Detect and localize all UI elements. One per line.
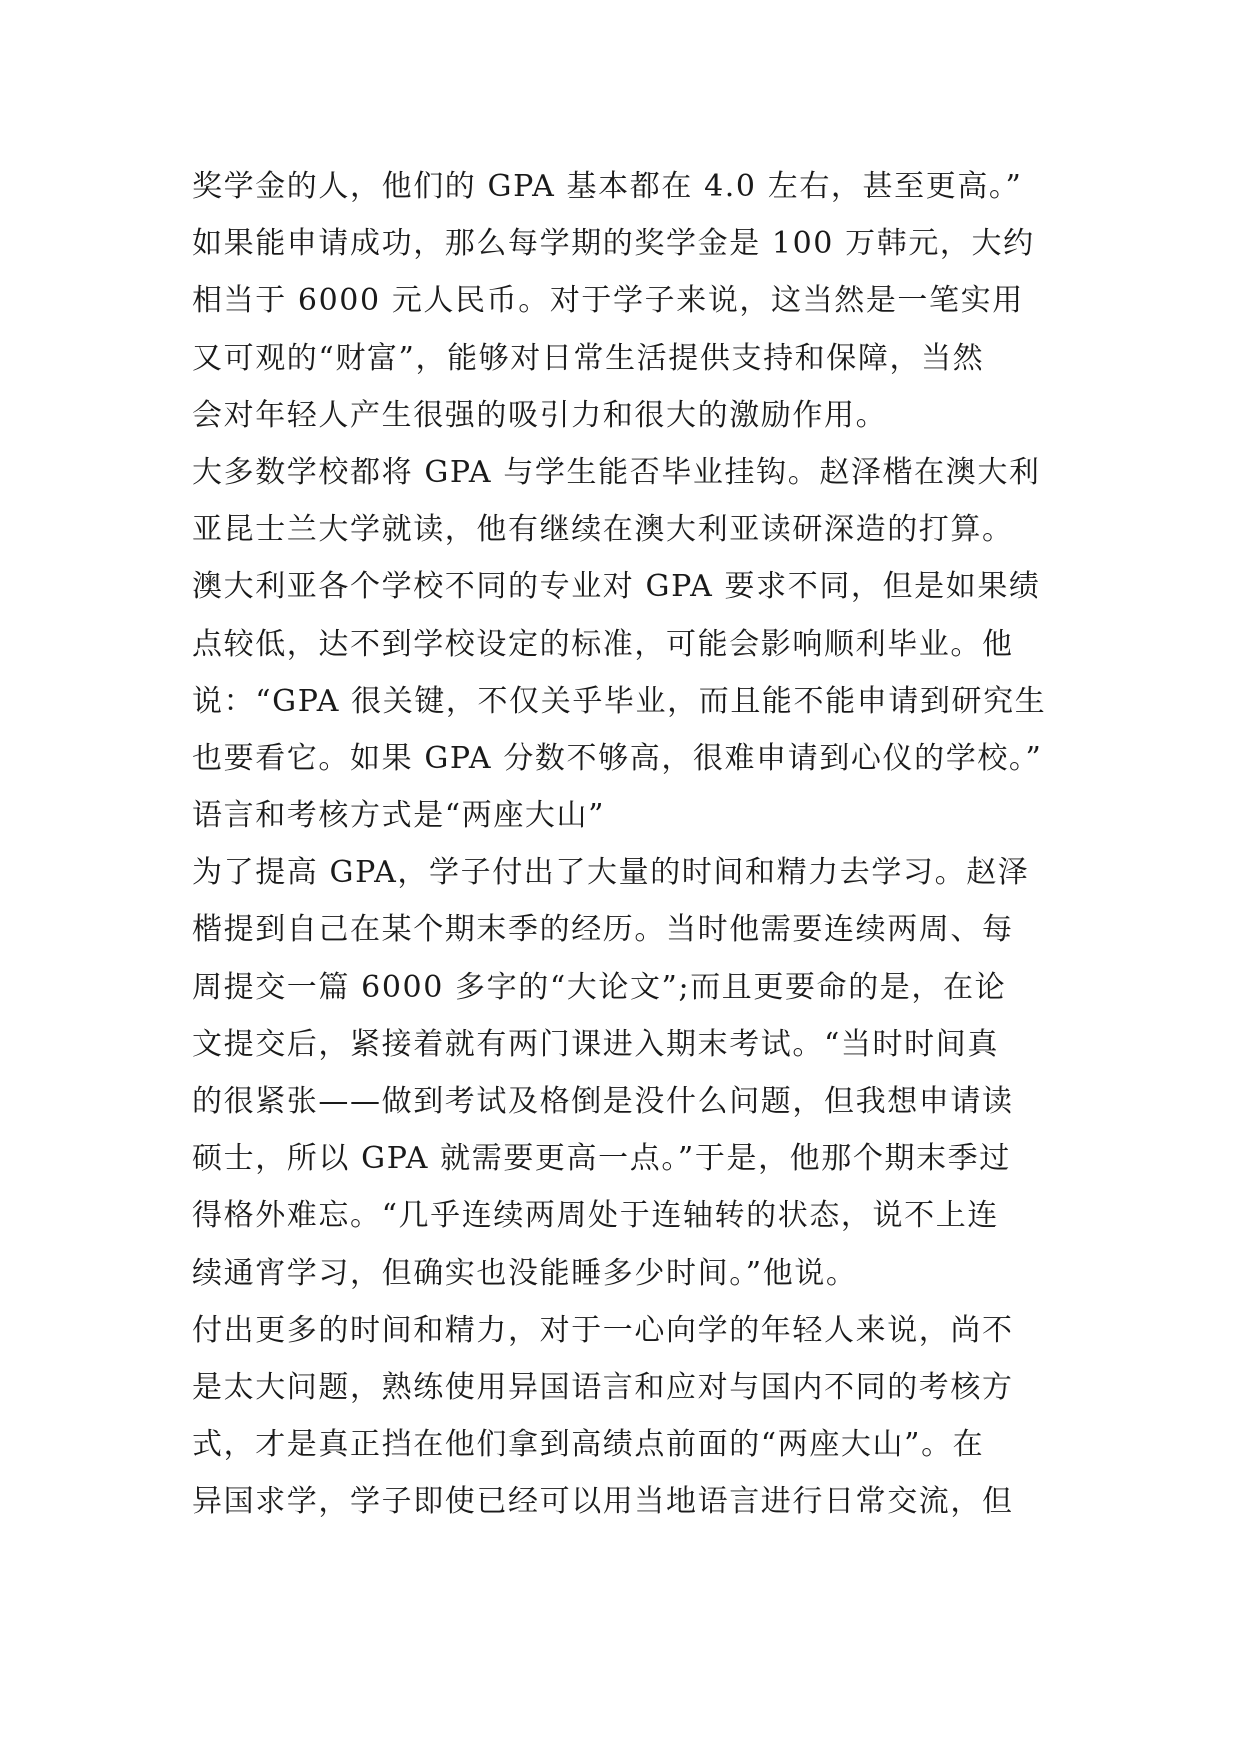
text-line: 续通宵学习，但确实也没能睡多少时间。”他说。 bbox=[192, 1255, 858, 1291]
text-line: 的很紧张——做到考试及格倒是没什么问题，但我想申请读 bbox=[192, 1084, 1014, 1119]
text-line: 得格外难忘。“几乎连续两周处于连轴转的状态，说不上连 bbox=[192, 1198, 999, 1234]
text-line: 说：“GPA 很关键，不仅关乎毕业，而且能不能申请到研究生 bbox=[192, 683, 1047, 719]
text-line: 付出更多的时间和精力，对于一心向学的年轻人来说，尚不 bbox=[192, 1312, 1014, 1348]
text-line: 如果能申请成功，那么每学期的奖学金是 100 万韩元，大约 bbox=[192, 226, 1035, 262]
text-line: 澳大利亚各个学校不同的专业对 GPA 要求不同，但是如果绩 bbox=[192, 569, 1041, 605]
text-line: 为了提高 GPA，学子付出了大量的时间和精力去学习。赵泽 bbox=[192, 855, 1030, 891]
text-line: 是太大问题，熟练使用异国语言和应对与国内不同的考核方 bbox=[192, 1369, 1014, 1405]
section-heading: 语言和考核方式是“两座大山” bbox=[192, 798, 606, 834]
body-text bbox=[192, 158, 1072, 1531]
text-line: 点较低，达不到学校设定的标准，可能会影响顺利毕业。他 bbox=[192, 626, 1014, 662]
text-line: 式，才是真正挡在他们拿到高绩点前面的“两座大山”。在 bbox=[192, 1427, 985, 1463]
text-line: 会对年轻人产生很强的吸引力和很大的激励作用。 bbox=[192, 397, 888, 433]
text-line: 奖学金的人，他们的 GPA 基本都在 4.0 左右，甚至更高。” bbox=[192, 169, 1023, 204]
text-line: 楷提到自己在某个期末季的经历。当时他需要连续两周、每 bbox=[192, 912, 1014, 948]
text-line: 硕士，所以 GPA 就需要更高一点。”于是，他那个期末季过 bbox=[192, 1141, 1011, 1177]
text-line: 又可观的“财富”，能够对日常生活提供支持和保障，当然 bbox=[192, 340, 985, 376]
text-line: 相当于 6000 元人民币。对于学子来说，这当然是一笔实用 bbox=[192, 283, 1024, 319]
text-line: 亚昆士兰大学就读，他有继续在澳大利亚读研深造的打算。 bbox=[192, 512, 1014, 548]
text-line: 文提交后，紧接着就有两门课进入期末考试。“当时时间真 bbox=[192, 1026, 999, 1062]
text-line: 大多数学校都将 GPA 与学生能否毕业挂钩。赵泽楷在澳大利 bbox=[192, 454, 1041, 490]
text-line: 周提交一篇 6000 多字的“大论文”;而且更要命的是，在论 bbox=[192, 969, 1007, 1005]
text-line: 异国求学，学子即使已经可以用当地语言进行日常交流，但 bbox=[192, 1484, 1014, 1520]
text-line: 也要看它。如果 GPA 分数不够高，很难申请到心仪的学校。” bbox=[192, 740, 1043, 776]
